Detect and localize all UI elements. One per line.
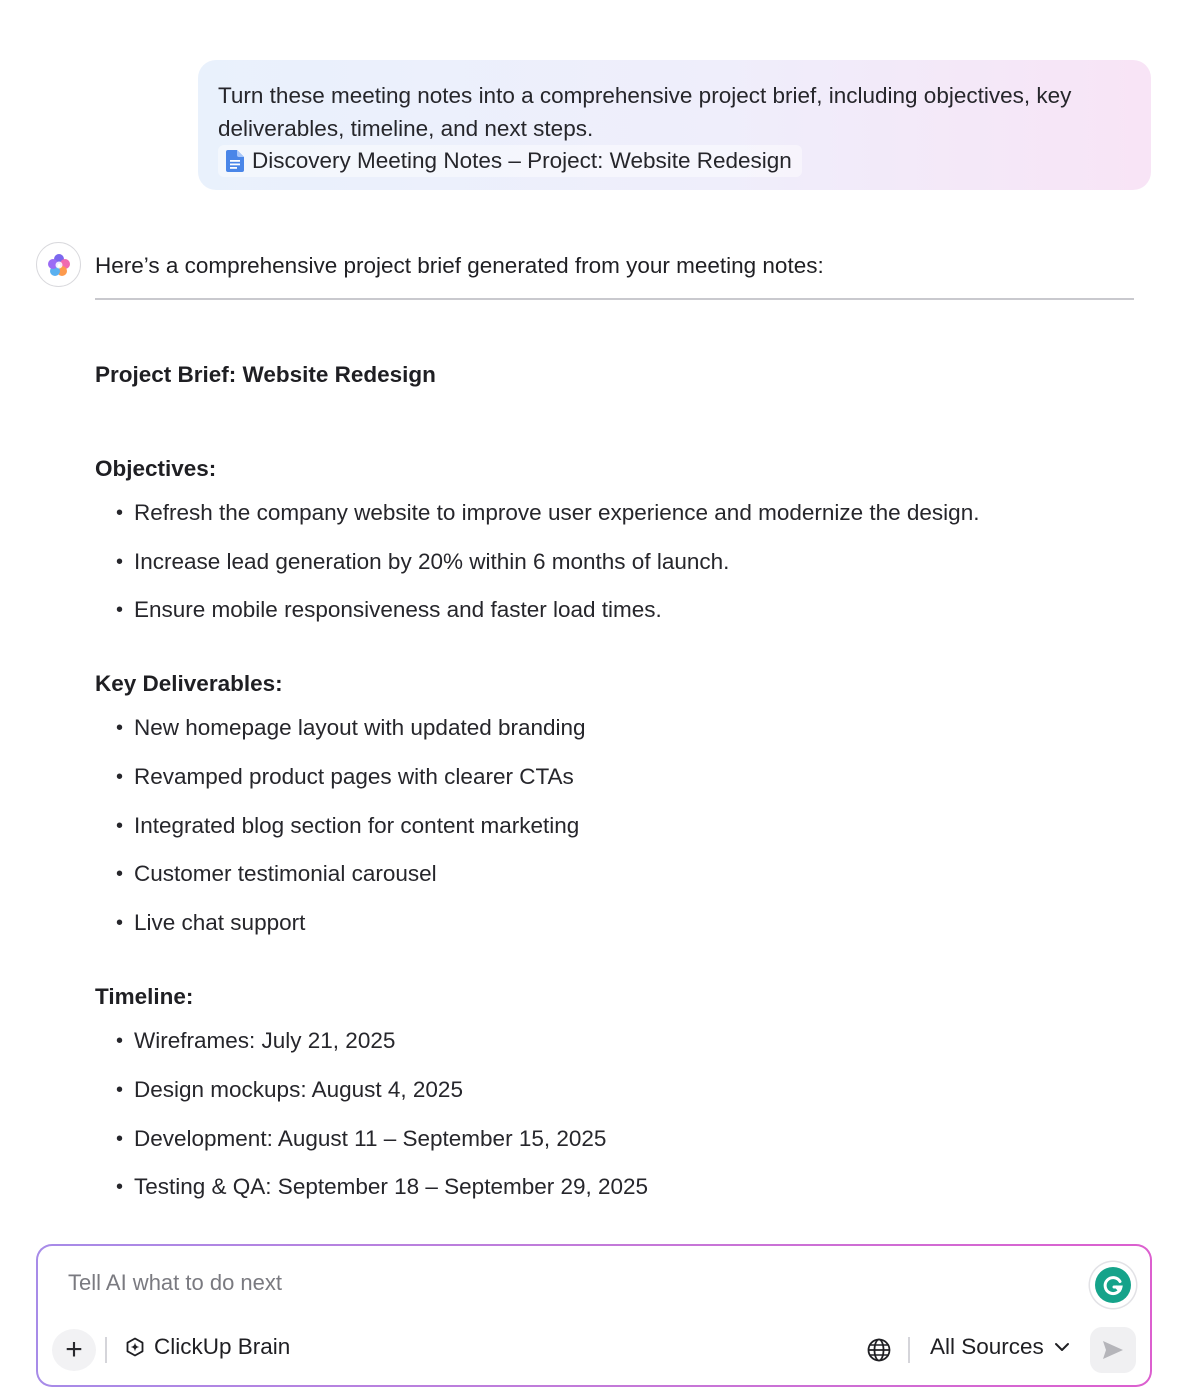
list-item: • Testing & QA: September 18 – September 29, 2025 (95, 1171, 1145, 1203)
list-item: • Refresh the company website to improve user experience and modernize the design. (95, 497, 1145, 529)
user-message-bubble (198, 60, 1151, 190)
list-item: • Development: August 11 – September 15, 2025 (95, 1123, 1145, 1155)
send-button[interactable] (1090, 1327, 1136, 1373)
list-item: • Ensure mobile responsiveness and faster load times. (95, 594, 1145, 626)
timeline-heading: Timeline: (95, 984, 194, 1010)
list-item: • Increase lead generation by 20% within 6 months of launch. (95, 546, 1145, 578)
list-item: • Wireframes: July 21, 2025 (95, 1025, 1145, 1057)
composer (36, 1244, 1152, 1387)
chevron-down-icon (1054, 1341, 1070, 1353)
composer-toolbar (38, 1326, 1150, 1374)
grammarly-button[interactable] (1090, 1262, 1136, 1308)
brain-logo-icon (46, 252, 72, 278)
clickup-brain-button[interactable] (124, 1334, 290, 1360)
list-item: • Integrated blog section for content marketing (95, 810, 1145, 842)
ai-avatar (36, 242, 81, 287)
list-item: • Design mockups: August 4, 2025 (95, 1074, 1145, 1106)
composer-inner (38, 1246, 1150, 1385)
attachment-chip[interactable] (218, 145, 802, 177)
document-icon (226, 150, 244, 172)
add-button[interactable]: + (52, 1329, 96, 1371)
ai-intro-text: Here’s a comprehensive project brief generated from your meeting notes: (95, 253, 824, 278)
timeline-list (95, 1025, 1145, 1203)
send-icon (1101, 1339, 1125, 1361)
list-item: • Customer testimonial carousel (95, 858, 1145, 890)
sources-label: All Sources (930, 1334, 1044, 1359)
toolbar-separator (105, 1337, 107, 1363)
ai-response-body (95, 357, 1145, 1217)
clickup-brain-label: ClickUp Brain (154, 1334, 291, 1359)
list-item: • New homepage layout with updated branding (95, 712, 1145, 744)
prompt-input[interactable]: Tell AI what to do next (68, 1270, 283, 1295)
objectives-list (95, 497, 1145, 626)
deliverables-heading: Key Deliverables: (95, 671, 283, 697)
brain-icon (124, 1336, 146, 1358)
objectives-heading: Objectives: (95, 456, 217, 481)
list-item: • Live chat support (95, 907, 1145, 939)
list-item: • Revamped product pages with clearer CTAs (95, 761, 1145, 793)
user-message-text: Turn these meeting notes into a comprehensive project brief, including objectives, key deliverables, timeline, and next steps. (218, 83, 1072, 141)
sources-dropdown[interactable] (930, 1334, 1070, 1360)
brief-title: Project Brief: Website Redesign (95, 362, 436, 387)
toolbar-separator (908, 1337, 910, 1363)
globe-icon[interactable] (866, 1337, 892, 1363)
attachment-label: Discovery Meeting Notes – Project: Website Redesign (252, 148, 792, 173)
divider (95, 298, 1134, 300)
grammarly-icon (1095, 1267, 1131, 1303)
deliverables-list (95, 712, 1145, 939)
